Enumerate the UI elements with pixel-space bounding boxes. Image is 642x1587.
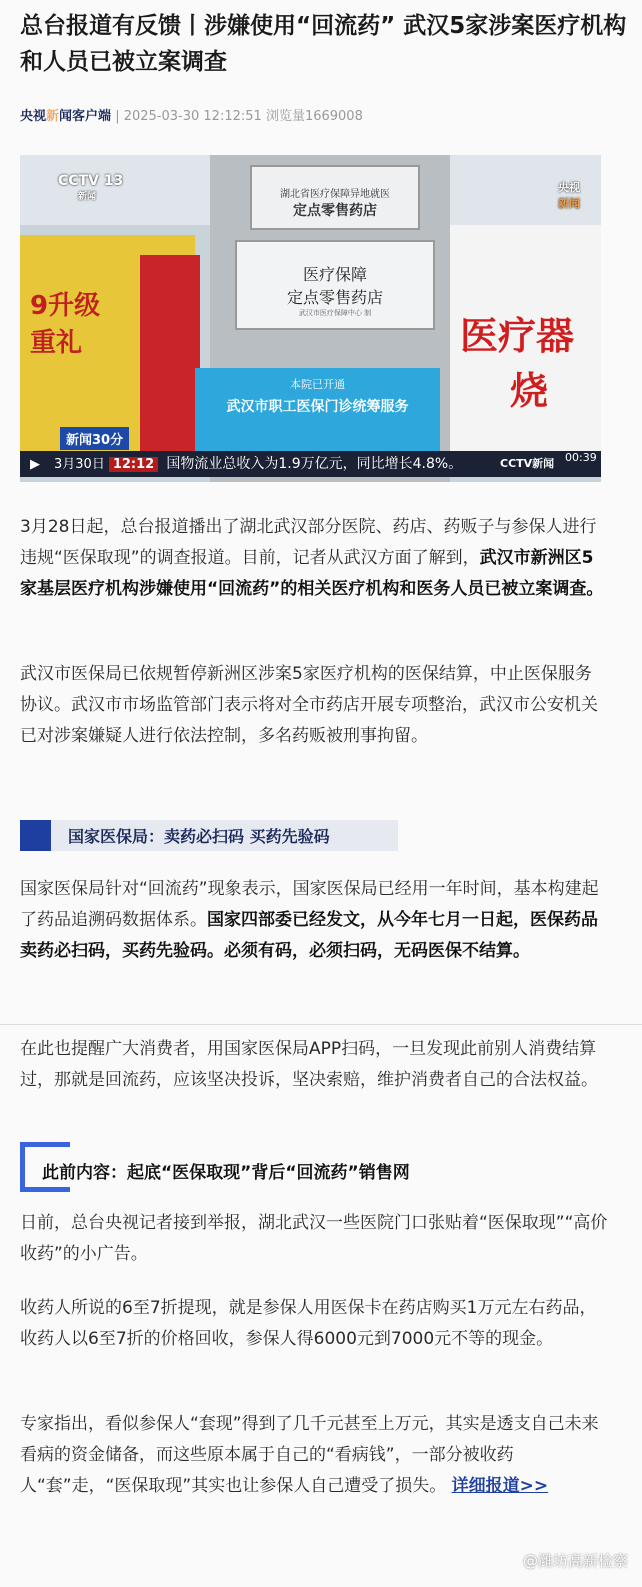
source-logo[interactable]	[20, 109, 111, 124]
section-marker	[20, 820, 51, 851]
paragraph-3: 国家医保局针对“回流药”现象表示，国家医保局已经用一年时间，基本构建起了药品追溯码数据体系。国家四部委已经发文，从今年七月一日起，医保药品卖药必扫码，买药先验码。必须有码，必须扫码，无码医保不结算。	[20, 879, 599, 961]
section-heading-2: 此前内容：起底“医保取现”背后“回流药”销售网	[20, 1142, 620, 1192]
source-c: 闻客户端	[59, 109, 112, 124]
separator: |	[115, 109, 120, 124]
view-count: 浏览量1669008	[265, 109, 363, 124]
weibo-watermark: @潍坊高新检察	[522, 1552, 628, 1570]
corner-logo: 央视 新闻	[558, 181, 580, 210]
sign-1: 湖北省医疗保障异地就医 定点零售药店	[250, 165, 420, 230]
play-icon[interactable]: ▶	[30, 457, 40, 472]
section-heading-1: 国家医保局：卖药必扫码 买药先验码	[20, 820, 398, 851]
paragraph-5: 日前，总台央视记者接到举报，湖北武汉一些医院门口张贴着“医保取现”“高价收药”的小广告。	[20, 1213, 608, 1264]
paragraph-2: 武汉市医保局已依规暂停新洲区涉案5家医疗机构的医保结算，中止医保服务协议。武汉市市场监管部门表示将对全市药店开展专项整治，武汉市公安机关已对涉案嫌疑人进行依法控制，多名药贩被刑事拘留。	[20, 664, 598, 746]
left-poster-text: 9升级 重礼	[30, 291, 101, 358]
program-label: 新闻30分	[60, 427, 129, 450]
service-banner: 本院已开通 武汉市职工医保门诊统筹服务	[195, 368, 440, 458]
channel-logo: CCTV 13 新闻	[58, 173, 124, 202]
source-a: 央视	[20, 109, 47, 124]
sign-2: 医疗保障 定点零售药店 武汉市医疗保障中心 制	[235, 240, 435, 330]
publish-time: 2025-03-30 12:12:51	[123, 109, 262, 124]
divider	[0, 1024, 642, 1025]
news-video-frame[interactable]	[20, 155, 601, 482]
source-b: 新	[46, 109, 60, 124]
right-sign-text: 医疗器 烧	[460, 314, 575, 413]
article-title: 总台报道有反馈丨涉嫌使用“回流药” 武汉5家涉案医疗机构和人员已被立案调查	[20, 13, 627, 75]
article-meta	[20, 105, 363, 124]
paragraph-6: 收药人所说的6至7折提现，就是参保人用医保卡在药店购买1万元左右药品，收药人以6至7折的价格回收，参保人得6000元到7000元不等的现金。	[20, 1298, 597, 1349]
paragraph-4: 在此也提醒广大消费者，用国家医保局APP扫码，一旦发现此前别人消费结算过，那就是回流药，应该坚决投诉，坚决索赔，维护消费者自己的合法权益。	[20, 1039, 598, 1090]
paragraph-1: 3月28日起，总台报道播出了湖北武汉部分医院、药店、药贩子与参保人进行违规“医保取现”的调查报道。目前，记者从武汉方面了解到，武汉市新洲区5家基层医疗机构涉嫌使用“回流药”的相关医疗机构和医务人员已被立案调查。	[20, 517, 604, 599]
news-ticker: ▶ 3月30日 12:12 国物流业总收入为1.9万亿元，同比增长4.8%。 CCTV新闻 00:39	[20, 451, 601, 477]
detail-report-link[interactable]: 详细报道>>	[451, 1476, 549, 1496]
paragraph-7: 专家指出，看似参保人“套现”得到了几千元甚至上万元，其实是透支自己未来看病的资金储备，而这些原本属于自己的“看病钱”，一部分被收药人“套”走，“医保取现”其实也让参保人自己遭受了损失。 详细报道>>	[20, 1414, 599, 1496]
